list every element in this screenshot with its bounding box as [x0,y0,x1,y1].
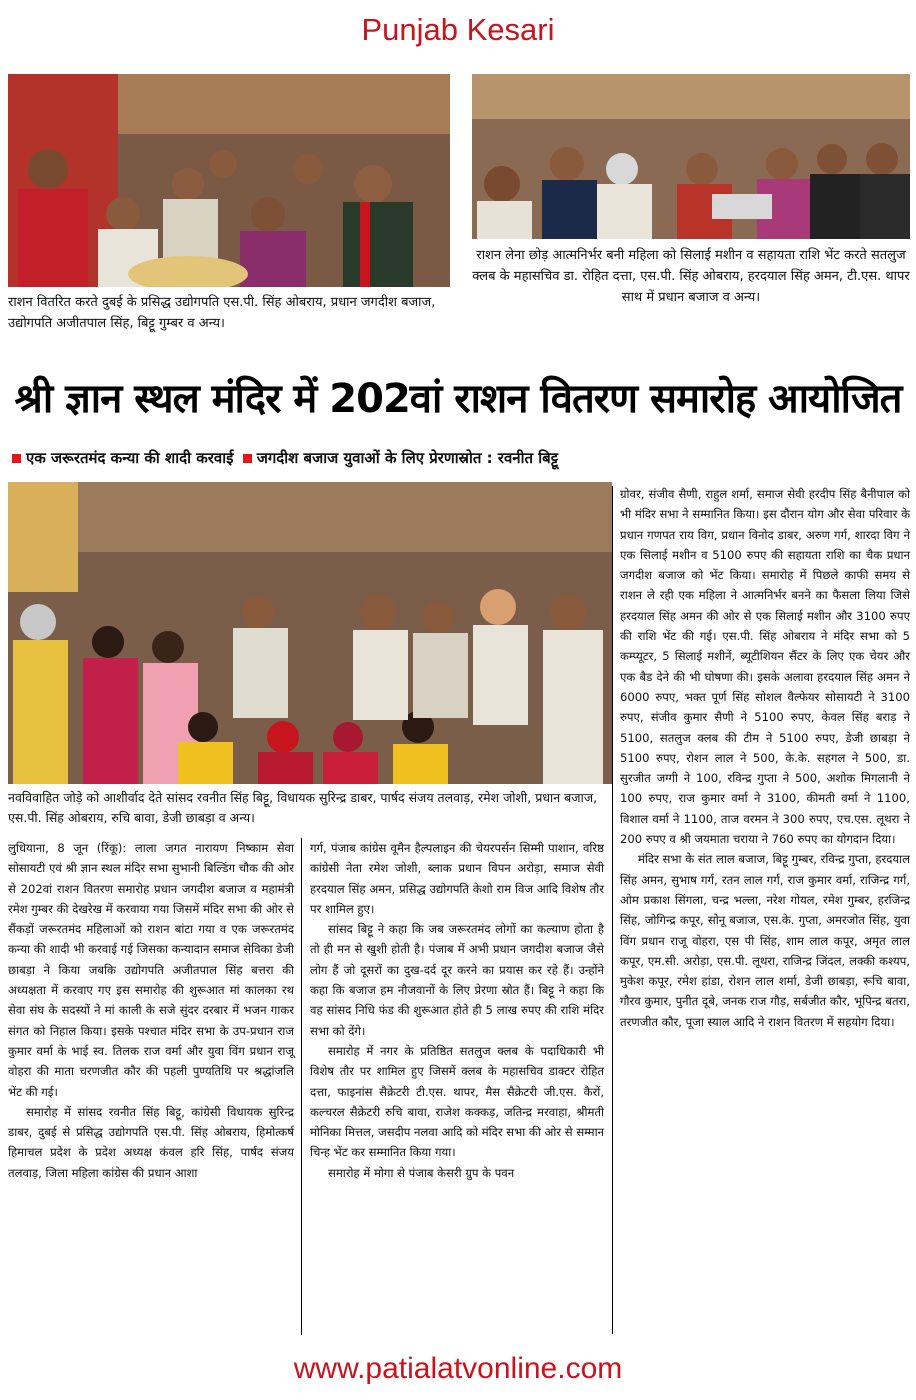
headline: श्री ज्ञान स्थल मंदिर में 202वां राशन वितरण समारोह आयोजित [14,376,902,422]
subhead-first: एक जरूरतमंद कन्या की शादी करवाई [26,449,234,467]
masthead: Punjab Kesari [361,12,555,47]
bullet-square-icon [12,454,21,463]
subheads [8,448,908,468]
footer-website: www.patialatvonline.com [293,1352,623,1385]
article-column-2 [310,838,604,1183]
paragraph: लुधियाना, 8 जून (रिंकू): लाला जगत नारायण निष्काम सेवा सोसायटी एवं श्री ज्ञान स्थल मंदिर सभा सुभानी बिल्डिंग चौक की ओर से 202वां राशन वितरण समारोह प्रधान जगदीश बजाज व महामंत्री रमेश गुम्बर की देखरेख में करवाया गया जिसमें मंदिर सभा की ओर से सैंकड़ों जरूरतमंद महिलाओं को राशन बांटा गया व एक जरूरतमंद कन्या की शादी भी करवाई गई जिसका कन्यादान समाज सेविका डेजी छाबड़ा ने किया जबकि उद्योगपति अजीतपाल सिंह बत्तरा की अध्यक्षता में करवाए गए इस समारोह की शुरूआत मां कालका रथ सेवा संघ के सदस्यों ने मां काली के सजे सुंदर दरबार में भजन गाकर संगत को निहाल किया। इसके पश्चात मंदिर सभा के उप-प्रधान राज कुमार वर्मा के भाई स्व. तिलक राज वर्मा और युवा विंग प्रधान राजू वोहरा की माता चरणजीत कौर की पहली पुण्यतिथि पर श्रद्धांजलि भेंट की गई। [8,841,294,1099]
photo-sewing-machine-gift-caption: राशन लेना छोड़ आत्मनिर्भर बनी महिला को सिलाई मशीन व सहायता राशि भेंट करते सतलुज क्लब के महासचिव डा. रोहित दत्ता, एस.पी. सिंह ओबराय, हरदयाल सिंह अमन, टी.एस. थापर साथ में प्रधान बजाज व अन्य। [472,248,910,305]
paragraph: ग्रोवर, संजीव सैणी, राहुल शर्मा, समाज सेवी हरदीप सिंह बैनीपाल को भी मंदिर सभा ने सम्मानित किया। इस दौरान योग और सेवा परिवार के प्रधान गणपत राय विग, प्रधान विनोद डाबर, अरुण गर्ग, शारदा विग ने एक सिलाई मशीन व 5100 रुपए की सहायता राशि का चैक प्रधान जगदीश बजाज को भेंट किया। समारोह में पिछले काफी समय से राशन ले रही एक महिला ने आत्मनिर्भर बनने का फैसला लिया जिसे हरदयाल सिंह अमन की ओर से एक सिलाई मशीन और 3100 रुपए की राशि भेंट की गई। एस.पी. सिंह ओबराय ने मंदिर सभा को 5 कम्प्यूटर, 5 सिलाई मशीनें, ब्यूटीशियन सैंटर के लिए एक चेयर और एक बैड देने की भी घोषणा की। इसके अलावा हरदयाल सिंह अमन ने 6000 रुपए, भक्त पूर्ण सिंह सोशल वैल्फेयर सोसायटी ने 3100 रुपए, संजीव कुमार सैणी ने 5100 रुपए, केवल सिंह बराड़ ने 5100, सतलुज क्लब की टीम ने 5100 रुपए, डेजी छाबड़ा ने 5100 रुपए, रोशन लाल ने 500, के.के. सहगल ने 500, डा. सुरजीत जग्गी ने 100, रविन्द्र गुप्ता ने 500, अशोक मिगलानी ने 100 रुपए, राज कुमार वर्मा ने 3100, कीमती वर्मा ने 1100, विशाल वर्मा ने 1100, ताज वरमन ने 300 रुपए, एच.एस. लूथरा ने 200 रुपए व श्री जयमाता चराया ने 760 रुपए का योगदान दिया। [620,487,910,847]
article-column-3 [620,484,910,1032]
paragraph: मंदिर सभा के संत लाल बजाज, बिट्टू गुम्बर, रविन्द्र गुप्ता, हरदयाल सिंह अमन, सुभाष गर्ग, रतन लाल गर्ग, राज कुमार वर्मा, राजिन्द्र गर्ग, ओम प्रकाश सिंगला, चन्द्र भल्ला, नरेश गोयल, रमेश गुम्बर, हरजिन्द्र सिंह, जोगिन्द्र कपूर, सोनू बजाज, एस.के. गुप्ता, अमरजोत सिंह, युवा विंग प्रधान राजू वोहरा, एस पी सिंह, शाम लाल कपूर, अमृत लाल कपूर, एम.सी. अरोड़ा, एस.पी. लूथरा, राजिन्द्र जिंदल, लक्की कश्यप, मुकेश कपूर, रमेश हांडा, रोशन लाल शर्मा, डेजी छाबड़ा, रूचि बावा, गौरव कुमार, पुनीत दूबे, जनक राज गौड़, सर्बजीत कौर, भूपिन्द्र बतरा, तरणजीत कौर, पूजा स्याल आदि ने राशन वितरण में सहयोग दिया। [620,852,910,1029]
paragraph: सांसद बिट्टू ने कहा कि जब जरूरतमंद लोगों का कल्याण होता है तो ही मन से खुशी होती है। पंजाब में अभी प्रधान जगदीश बजाज जैसे लोग हैं जो दूसरों का दुख-दर्द दूर करने का प्रयास कर रहे हैं। उन्होंने कहा कि बजाज हम नौजवानों के लिए प्रेरणा स्रोत हैं। बिट्टू ने कहा कि वह सांसद निधि फंड की शुरूआत होते ही 5 लाख रुपए की राशि मंदिर सभा को देंगे। [310,922,604,1038]
column-rule [301,838,302,1335]
photo-wedding-couple [8,482,612,784]
article-column-1 [8,838,294,1183]
paragraph: समारोह में मोगा से पंजाब केसरी ग्रुप के पवन [328,1165,515,1180]
paragraph: समारोह में नगर के प्रतिष्ठित सतलुज क्लब के पदाधिकारी भी विशेष तौर पर शामिल हुए जिसमें क्लब के महासचिव डाक्टर रोहित दत्ता, फाइनांस सैक्रेटरी टी.एस. थापर, मैस सैक्रेटरी जी.एस. कैरों, कल्चरल सैक्रेटरी रुचि बावा, राजेश कक्कड़, जतिन्द्र मरवाहा, श्रीमती मोनिका मित्तल, जसदीप नलवा आदि को मंदिर सभा की ओर से सम्मान चिन्ह भेंट कर सम्मानित किया गया। [310,1043,605,1160]
paragraph: समारोह में सांसद रवनीत सिंह बिट्टू, कांग्रेसी विधायक सुरिन्द्र डाबर, दुबई से प्रसिद्ध उद्योगपति एस.पी. सिंह ओबराय, हिमोत्कर्ष हिमाचल प्रदेश के प्रदेश अध्यक्ष कंवल हरि सिंह, पार्षद संजय तलवाड़, जिला महिला कांग्रेस की प्रधान आशा [8,1104,294,1180]
photo-ration-distribution [8,74,450,287]
subhead-second: जगदीश बजाज युवाओं के लिए प्रेरणास्रोत : रवनीत बिट्टू [256,449,559,467]
bullet-square-icon [243,454,252,463]
column-rule [612,486,613,1334]
photo-ration-distribution-caption: राशन वितरित करते दुबई के प्रसिद्ध उद्योगपति एस.पी. सिंह ओबराय, प्रधान जगदीश बजाज, उद्योगपति अजीतपाल सिंह, बिट्टू गुम्बर व अन्य। [8,295,436,331]
photo-wedding-couple-caption: नवविवाहित जोड़े को आशीर्वाद देते सांसद रवनीत सिंह बिट्टू, विधायक सुरिन्द्र डाबर, पार्षद संजय तलवाड़, रमेश जोशी, प्रधान बजाज, एस.पी. सिंह ओबराय, रुचि बावा, डेजी छाबड़ा व अन्य। [8,790,598,825]
paragraph: गर्ग, पंजाब कांग्रेस वूमैन हैल्पलाइन की चेयरपर्सन सिम्मी पाशान, वरिष्ठ कांग्रेसी नेता रमेश जोशी, ब्लाक प्रधान विपन अरोड़ा, समाज सेवी हरदयाल सिंह अमन, प्रसिद्ध उद्योगपति केशो राम विज आदि विशेष तौर पर शामिल हुए। [310,841,604,916]
photo-sewing-machine-gift [472,74,910,239]
